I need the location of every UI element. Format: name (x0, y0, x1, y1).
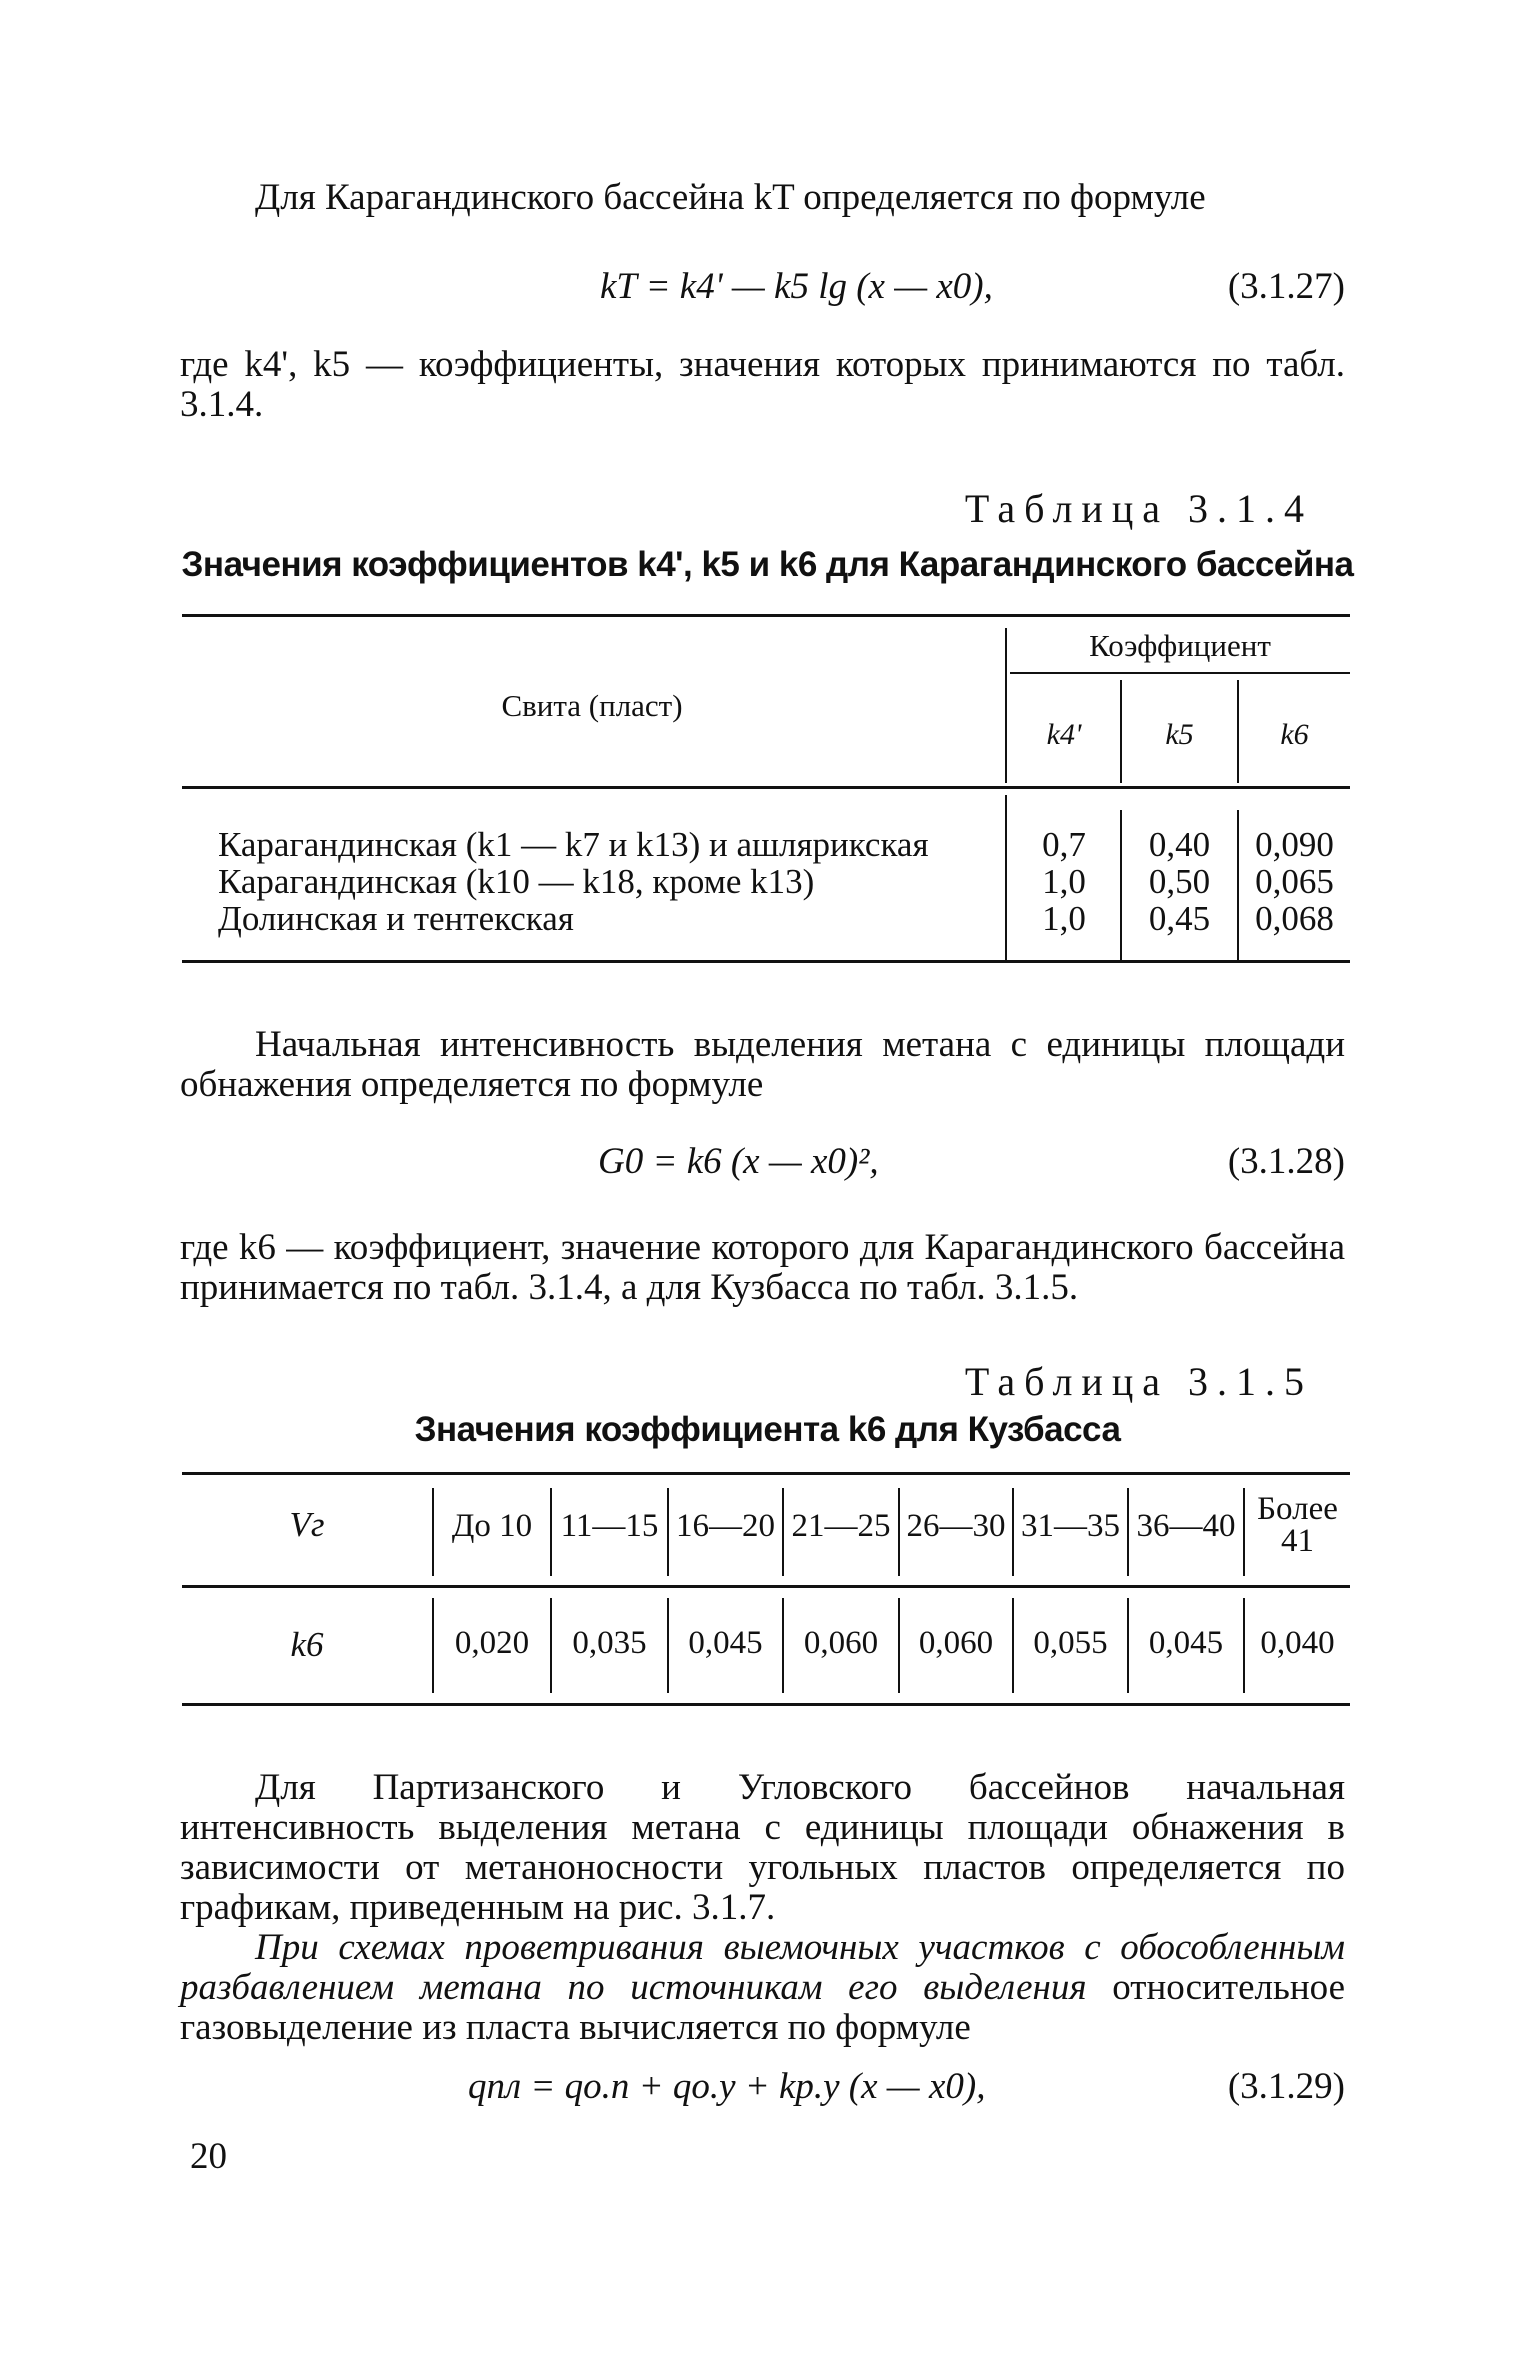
table2-header-cell: 21—25 (791, 1508, 891, 1544)
paragraph-partizansky: Для Партизанского и Угловского бассейнов начальная интенсивность выделения метана с единицы площади обнажения в зависимости от метаноносности угольных пластов определяется по графикам, приведенным на рис. 3.1.7. (180, 1767, 1345, 1928)
table2-value-cell: 0,045 (688, 1625, 763, 1661)
where-paragraph-1: где k4', k5 — коэффициенты, значения которых принимаются по табл. 3.1.4. (180, 344, 1345, 425)
table1-row-name: Карагандинская (k10 — k18, кроме k13) (218, 862, 815, 901)
table1-row-k4: 1,0 (1042, 862, 1086, 901)
table2-value-cell: 0,020 (454, 1625, 530, 1661)
table1-row-name: Долинская и тентекская (218, 899, 574, 938)
intro-paragraph (180, 178, 1345, 218)
table-3-1-5-label: Таблица 3.1.5 (964, 1359, 1313, 1404)
formula-3-1-28: G0 = k6 (x — x0)², (598, 1141, 879, 1182)
table2-value-cell: 0,055 (1033, 1625, 1108, 1661)
table-3-1-4-title: Значения коэффициентов k4', k5 и k6 для Карагандинского бассейна (181, 545, 1354, 584)
table2-header-cell: 16—20 (676, 1508, 775, 1544)
table1-header-suite: Свита (пласт) (501, 688, 683, 723)
table1-row-k4: 0,7 (1042, 825, 1086, 864)
intro-text: Для Карагандинского бассейна kT определяется по формуле (255, 177, 1206, 218)
table2-header-cell: 31—35 (1021, 1508, 1120, 1544)
where-paragraph-2: где k6 — коэффициент, значение которого для Карагандинского бассейна принимается по табл. 3.1.4, а для Кузбасса по табл. 3.1.5. (180, 1227, 1345, 1308)
table1-row-k4: 1,0 (1042, 899, 1086, 938)
table2-value-cell: 0,035 (572, 1625, 647, 1661)
table2-value-cell: 0,045 (1148, 1625, 1224, 1661)
table1-row-k5: 0,40 (1148, 825, 1211, 864)
formula-3-1-29: qпл = qо.п + qо.у + kр.у (x — x0), (468, 2066, 986, 2107)
table2-header-cell: 36—40 (1136, 1508, 1236, 1544)
table2-header-cell: Более 41 (1257, 1491, 1338, 1559)
table1-header-coefficient: Коэффициент (1089, 628, 1271, 663)
table2-header-cell: 26—30 (906, 1508, 1006, 1544)
table1-col-k6: k6 (1280, 718, 1309, 751)
table1-col-k4: k4' (1046, 718, 1082, 751)
page-number: 20 (190, 2136, 227, 2177)
table1-divider (1005, 628, 1007, 783)
table2-header-cell: 11—15 (560, 1508, 659, 1544)
formula-3-1-27: kT = k4' — k5 lg (x — x0), (600, 266, 993, 307)
table1-row-k5: 0,45 (1148, 899, 1211, 938)
table2-value-cell: 0,040 (1260, 1625, 1335, 1661)
italic-phrase: При схемах проветривания выемочных участков с обособленным разбавлением метана по источникам его выделения (180, 1927, 1345, 2008)
table2-middle-rule (182, 1585, 1350, 1588)
table1-row-k6: 0,068 (1255, 899, 1334, 938)
table2-row-label-v: Vг (289, 1505, 325, 1544)
table1-header-rule (182, 786, 1350, 789)
table1-row-k6: 0,090 (1255, 825, 1334, 864)
table2-top-rule (182, 1472, 1350, 1475)
table1-col-k5: k5 (1165, 718, 1194, 751)
paragraph-initial-intensity: Начальная интенсивность выделения метана с единицы площади обнажения определяется по формуле (180, 1024, 1345, 1105)
table2-bottom-rule (182, 1703, 1350, 1706)
table1-subheader-rule (1010, 672, 1350, 674)
table1-row-k6: 0,065 (1255, 862, 1334, 901)
equation-number-3-1-27: (3.1.27) (1227, 266, 1345, 307)
table2-value-cell: 0,060 (803, 1625, 879, 1661)
table1-bottom-rule (182, 960, 1350, 963)
table1-divider (1005, 795, 1007, 960)
table1-top-rule (182, 614, 1350, 617)
paragraph-ventilation (180, 1928, 1345, 2048)
table1-row-k5: 0,50 (1148, 862, 1211, 901)
equation-number-3-1-28: (3.1.28) (1227, 1141, 1345, 1182)
table2-row-label-k6: k6 (290, 1625, 324, 1664)
equation-number-3-1-29: (3.1.29) (1227, 2066, 1345, 2107)
table1-row-name: Карагандинская (k1 — k7 и k13) и ашлярикская (218, 825, 929, 864)
normal-phrase: относительное газовыделение из пласта вычисляется по формуле (180, 1967, 1346, 2048)
table-3-1-4-label: Таблица 3.1.4 (964, 486, 1313, 531)
table2-value-cell: 0,060 (918, 1625, 994, 1661)
table2-header-cell: До 10 (451, 1508, 533, 1544)
table-3-1-5-title: Значения коэффициента k6 для Кузбасса (414, 1410, 1121, 1449)
